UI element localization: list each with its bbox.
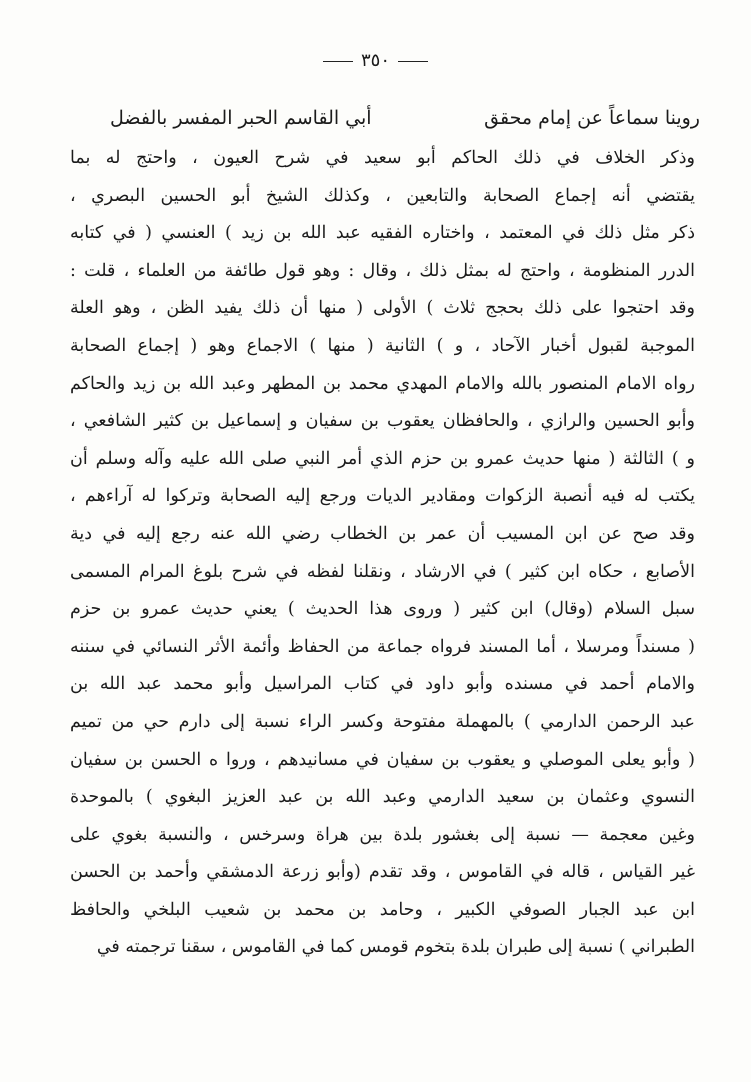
text-line: سبل السلام (وقال) ابن كثير ( وروى هذا الحديث ) يعني حديث عمرو بن حزم	[70, 599, 695, 620]
dash-right	[398, 61, 428, 62]
text-line: ( مسنداً ومرسلا ، أما المسند فرواه جماعة من الحفاظ وأئمة الأثر النسائي في سننه	[70, 636, 695, 657]
text-line: يكتب له فيه أنصبة الزكوات ومقادير الديات ورجع إليه الصحابة وتركوا له آراءهم ،	[70, 486, 695, 507]
text-line: ( وأبو يعلى الموصلي و يعقوب بن سفيان في مسانيدهم ، وروا ه الحسن بن سفيان	[70, 749, 695, 770]
dash-left	[323, 61, 353, 62]
text-line: وأبو الحسين والرازي ، والحافظان يعقوب بن سفيان و إسماعيل بن كثير الشافعي ،	[70, 411, 695, 432]
text-line: الطبراني ) نسبة إلى طبران بلدة بتخوم قومس كما في القاموس ، سقنا ترجمته في	[96, 937, 695, 958]
page-number-text: ٣٥٠	[360, 50, 390, 71]
text-line: ذكر مثل ذلك في المعتمد ، واختاره الفقيه عبد الله بن زيد ) العنسي ( في كتابه	[70, 223, 695, 244]
body-text	[70, 140, 695, 967]
text-line: وذكر الخلاف في ذلك الحاكم أبو سعيد في شرح العيون ، واحتج له بما	[70, 148, 695, 168]
verse-line	[100, 100, 700, 136]
text-line: وغين معجمة — نسبة إلى بغشور بلدة بين هراة وسرخس ، والنسبة بغوي على	[70, 824, 695, 845]
text-line: عبد الرحمن الدارمي ) بالمهملة مفتوحة وكسر الراء نسبة إلى دارم حي من تميم	[70, 711, 695, 732]
text-line: النسوي وعثمان بن سعيد الدارمي وعبد الله بن عبد العزيز البغوي ) بالموحدة	[70, 787, 695, 808]
text-line: غير القياس ، قاله في القاموس ، وقد تقدم (وأبو زرعة الدمشقي وأحمد بن الحسن	[70, 862, 695, 883]
page-number	[0, 50, 751, 71]
text-line: وقد صح عن ابن المسيب أن عمر بن الخطاب رضي الله عنه رجع إليه في دية	[70, 523, 695, 544]
verse-first-hemistich: روينا سماعاً عن إمام محقق	[484, 107, 700, 129]
text-line: وقد احتجوا على ذلك بحجج ثلاث ) الأولى ( منها أن ذلك يفيد الظن ، وهو العلة	[70, 298, 695, 319]
text-line: ابن عبد الجبار الصوفي الكبير ، وحامد بن محمد بن شعيب البلخي والحافظ	[70, 899, 695, 920]
text-line: الدرر المنظومة ، واحتج له بمثل ذلك ، وقال : وهو قول طائفة من العلماء ، قلت :	[70, 260, 695, 281]
text-line: الموجبة لقبول أخبار الآحاد ، و ) الثانية ( منها ) الاجماع وهو ( إجماع الصحابة	[70, 335, 695, 356]
text-line: يقتضي أنه إجماع الصحابة والتابعين ، وكذلك الشيخ أبو الحسين البصري ،	[70, 185, 695, 206]
text-line: رواه الامام المنصور بالله والامام المهدي محمد بن المطهر وعبد الله بن زيد والحاكم	[70, 373, 695, 394]
text-line: الأصابع ، حكاه ابن كثير ) في الارشاد ، ونقلنا لفظه في شرح بلوغ المرام المسمى	[70, 561, 695, 582]
text-line: و ) الثالثة ( منها حديث عمرو بن حزم الذي أمر النبي صلى الله عليه وآله وسلم أن	[70, 448, 695, 469]
text-line: والامام أحمد في مسنده وأبو داود في كتاب المراسيل وأبو محمد عبد الله بن	[70, 674, 695, 695]
verse-second-hemistich: أبي القاسم الحبر المفسر بالفضل	[110, 107, 372, 129]
